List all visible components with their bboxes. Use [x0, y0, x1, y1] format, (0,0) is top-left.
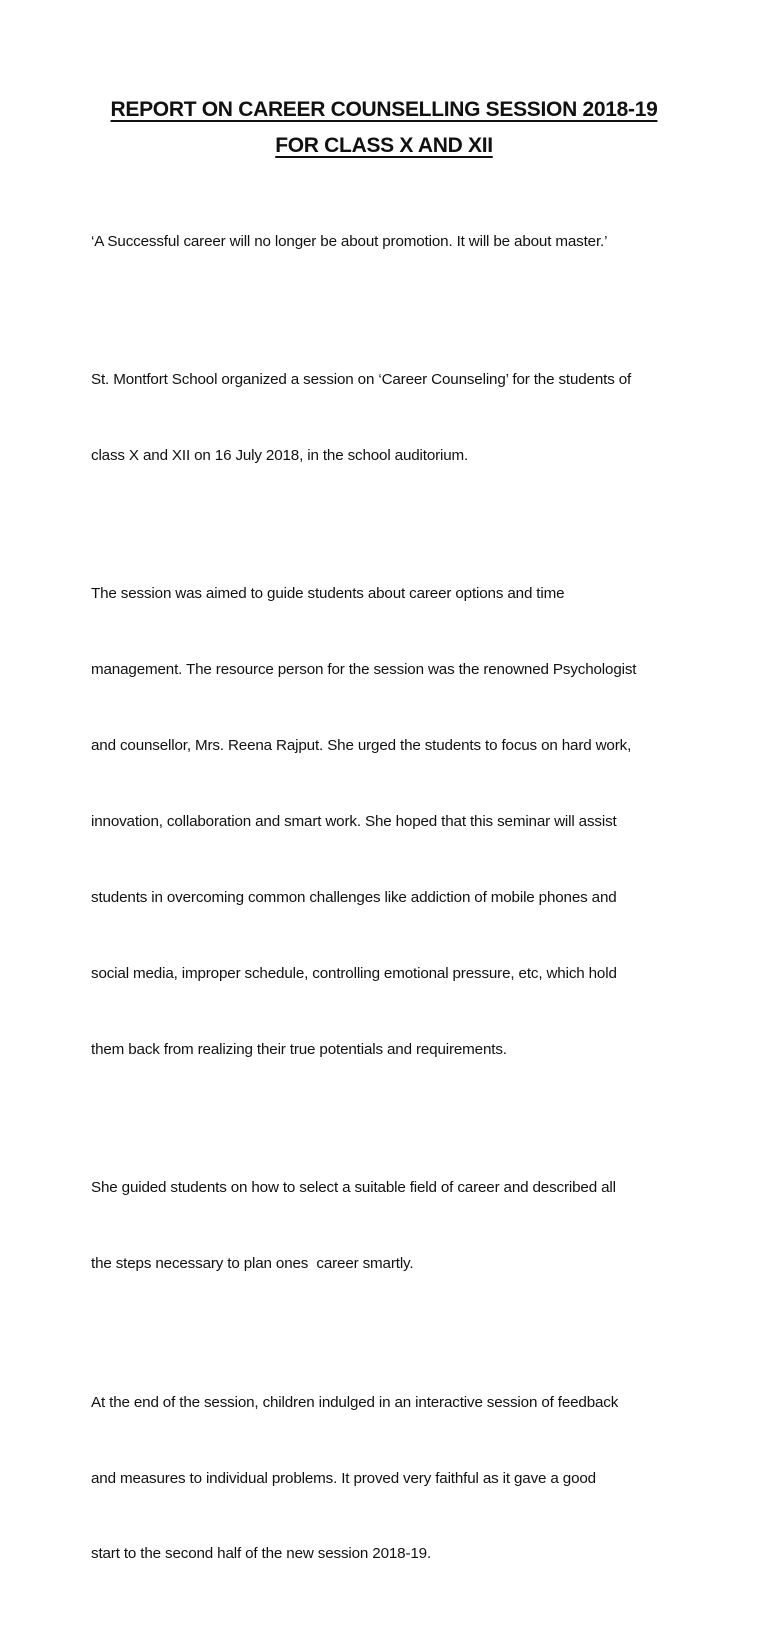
text-line: She guided students on how to select a suitable field of career and described all [91, 1179, 616, 1197]
guidance-paragraph [91, 1125, 691, 1327]
text-line: innovation, collaboration and smart work. She hoped that this seminar will assist [91, 813, 617, 831]
report-title [0, 92, 768, 164]
text-line: the steps necessary to plan ones career smartly. [91, 1255, 414, 1273]
title-line: REPORT ON CAREER COUNSELLING SESSION 2018-19 [110, 98, 658, 121]
text-line: management. The resource person for the session was the renowned Psychologist [91, 661, 637, 679]
text-line: class X and XII on 16 July 2018, in the school auditorium. [91, 446, 469, 464]
text-line: start to the second half of the new session 2018-19. [91, 1545, 432, 1563]
text-line: them back from realizing their true potentials and requirements. [91, 1040, 507, 1058]
conclusion-paragraph [91, 1339, 691, 1617]
text-line: and measures to individual problems. It proved very faithful as it gave a good [91, 1469, 596, 1487]
quote-paragraph [91, 178, 691, 304]
session-paragraph [91, 531, 691, 1113]
text-line: social media, improper schedule, controlling emotional pressure, etc, which hold [91, 964, 617, 982]
text-line: and counsellor, Mrs. Reena Rajput. She urged the students to focus on hard work, [91, 737, 632, 755]
text-line: St. Montfort School organized a session on ‘Career Counseling’ for the students of [91, 371, 632, 389]
intro-paragraph [91, 316, 691, 518]
report-body [91, 178, 691, 1629]
text-line: students in overcoming common challenges like addiction of mobile phones and [91, 889, 617, 907]
text-line: ‘A Successful career will no longer be about promotion. It will be about master.’ [91, 232, 608, 250]
text-line: At the end of the session, children indulged in an interactive session of feedback [91, 1393, 619, 1411]
title-line: FOR CLASS X AND XII [275, 134, 493, 157]
text-line: The session was aimed to guide students about career options and time [91, 585, 565, 603]
